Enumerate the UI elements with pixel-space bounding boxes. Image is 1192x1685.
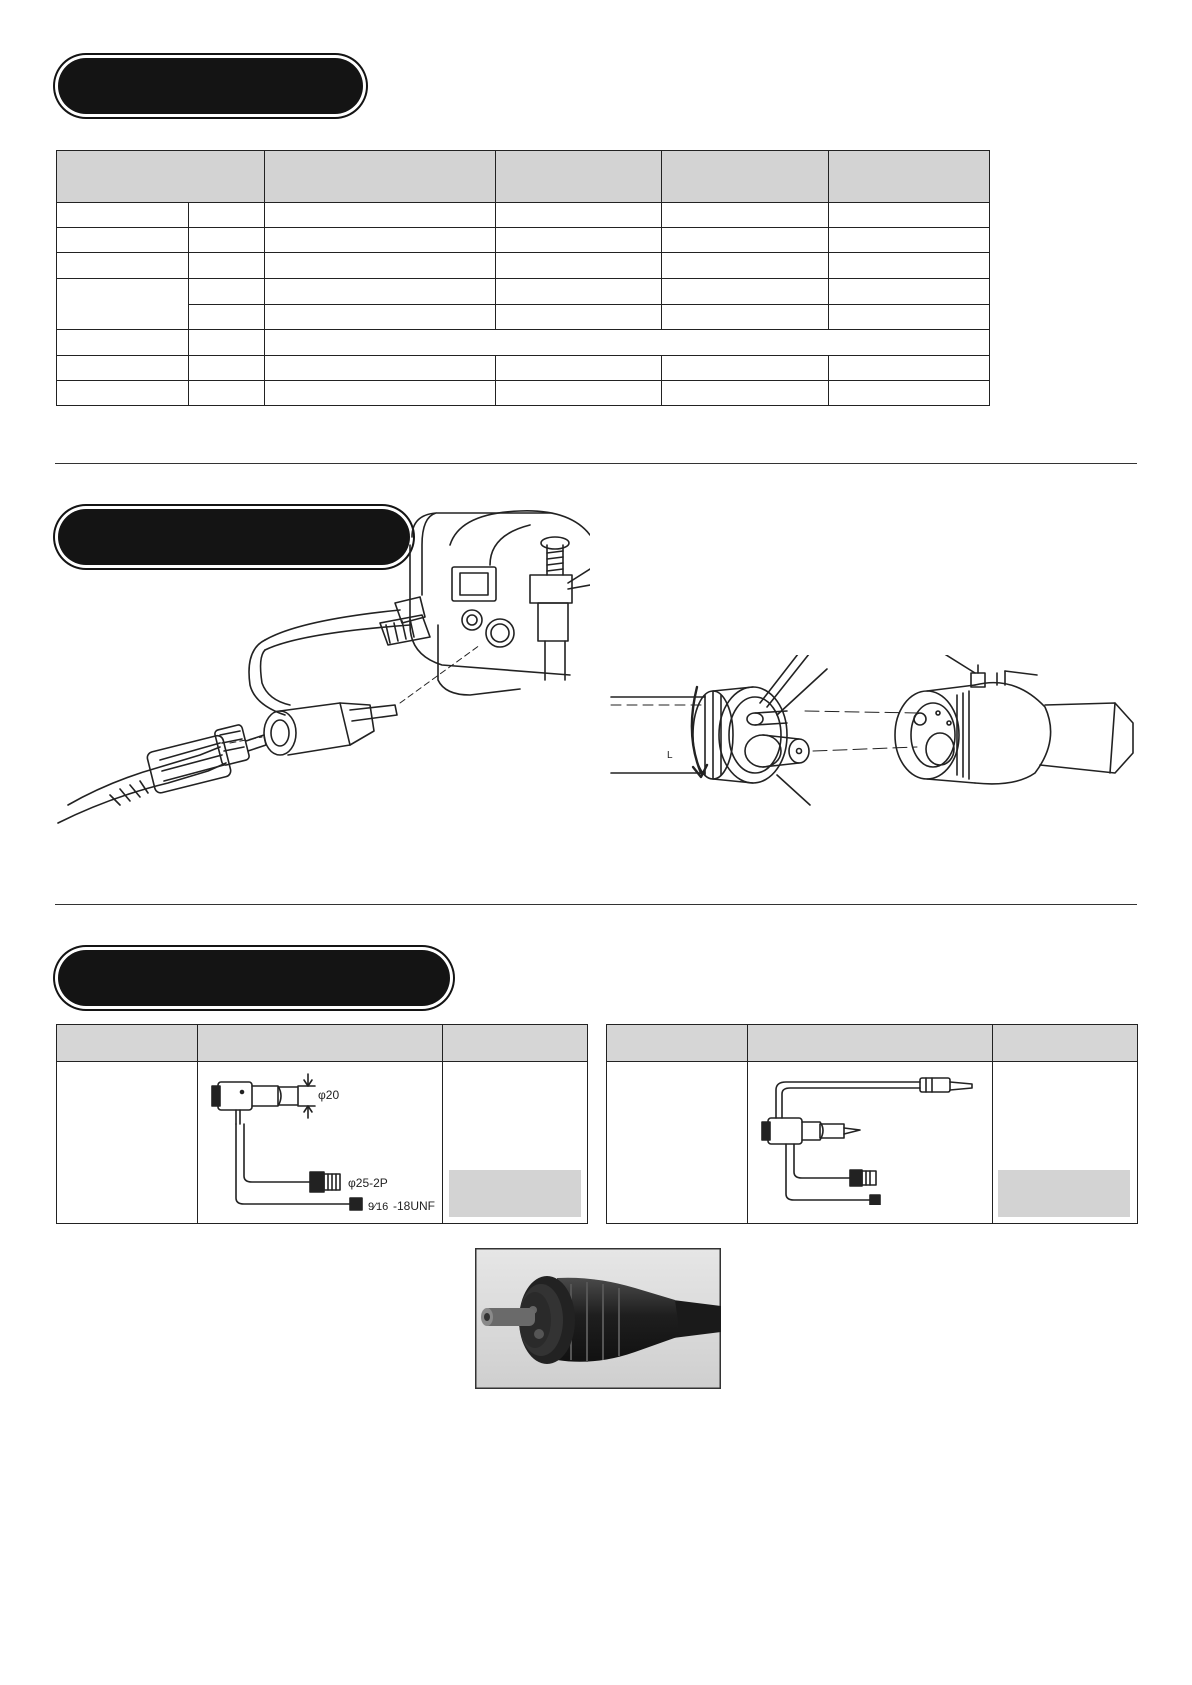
section-divider [55,904,1137,905]
specification-table [56,150,990,406]
spec-row [57,356,990,381]
connector-photo [475,1248,721,1389]
adapter-code-box-right [998,1170,1130,1217]
spec-row [57,228,990,253]
spec-header-cell [495,151,662,203]
spec-row [57,381,990,406]
spec-row [57,305,990,330]
section-heading-pill-1 [58,58,363,114]
connector-25-2p-label: φ25-2P [348,1176,388,1190]
thread-suffix-label: -18UNF [393,1199,436,1213]
torch-connector-illustration [605,655,1140,820]
adapter-drawing-right [750,1070,985,1205]
adapter-drawing-left [200,1068,450,1218]
section-divider [55,463,1137,464]
spec-header-cell [829,151,990,203]
svg-text:L: L [667,750,673,761]
spec-header-cell [264,151,495,203]
feeder-connection-illustration [50,505,590,870]
spec-row [57,279,990,305]
section-heading-pill-3 [58,950,450,1006]
adapter-table-header [57,1025,588,1062]
spec-row [57,330,990,356]
spec-header-cell [662,151,829,203]
adapter-table-header [607,1025,1138,1062]
diameter-20-label: φ20 [318,1088,340,1102]
thread-prefix-label: 9⁄16 [368,1201,389,1213]
spec-header-row [57,151,990,203]
spec-header-cell [57,151,265,203]
spec-row [57,253,990,279]
adapter-code-box-left [449,1170,581,1217]
spec-row [57,203,990,228]
